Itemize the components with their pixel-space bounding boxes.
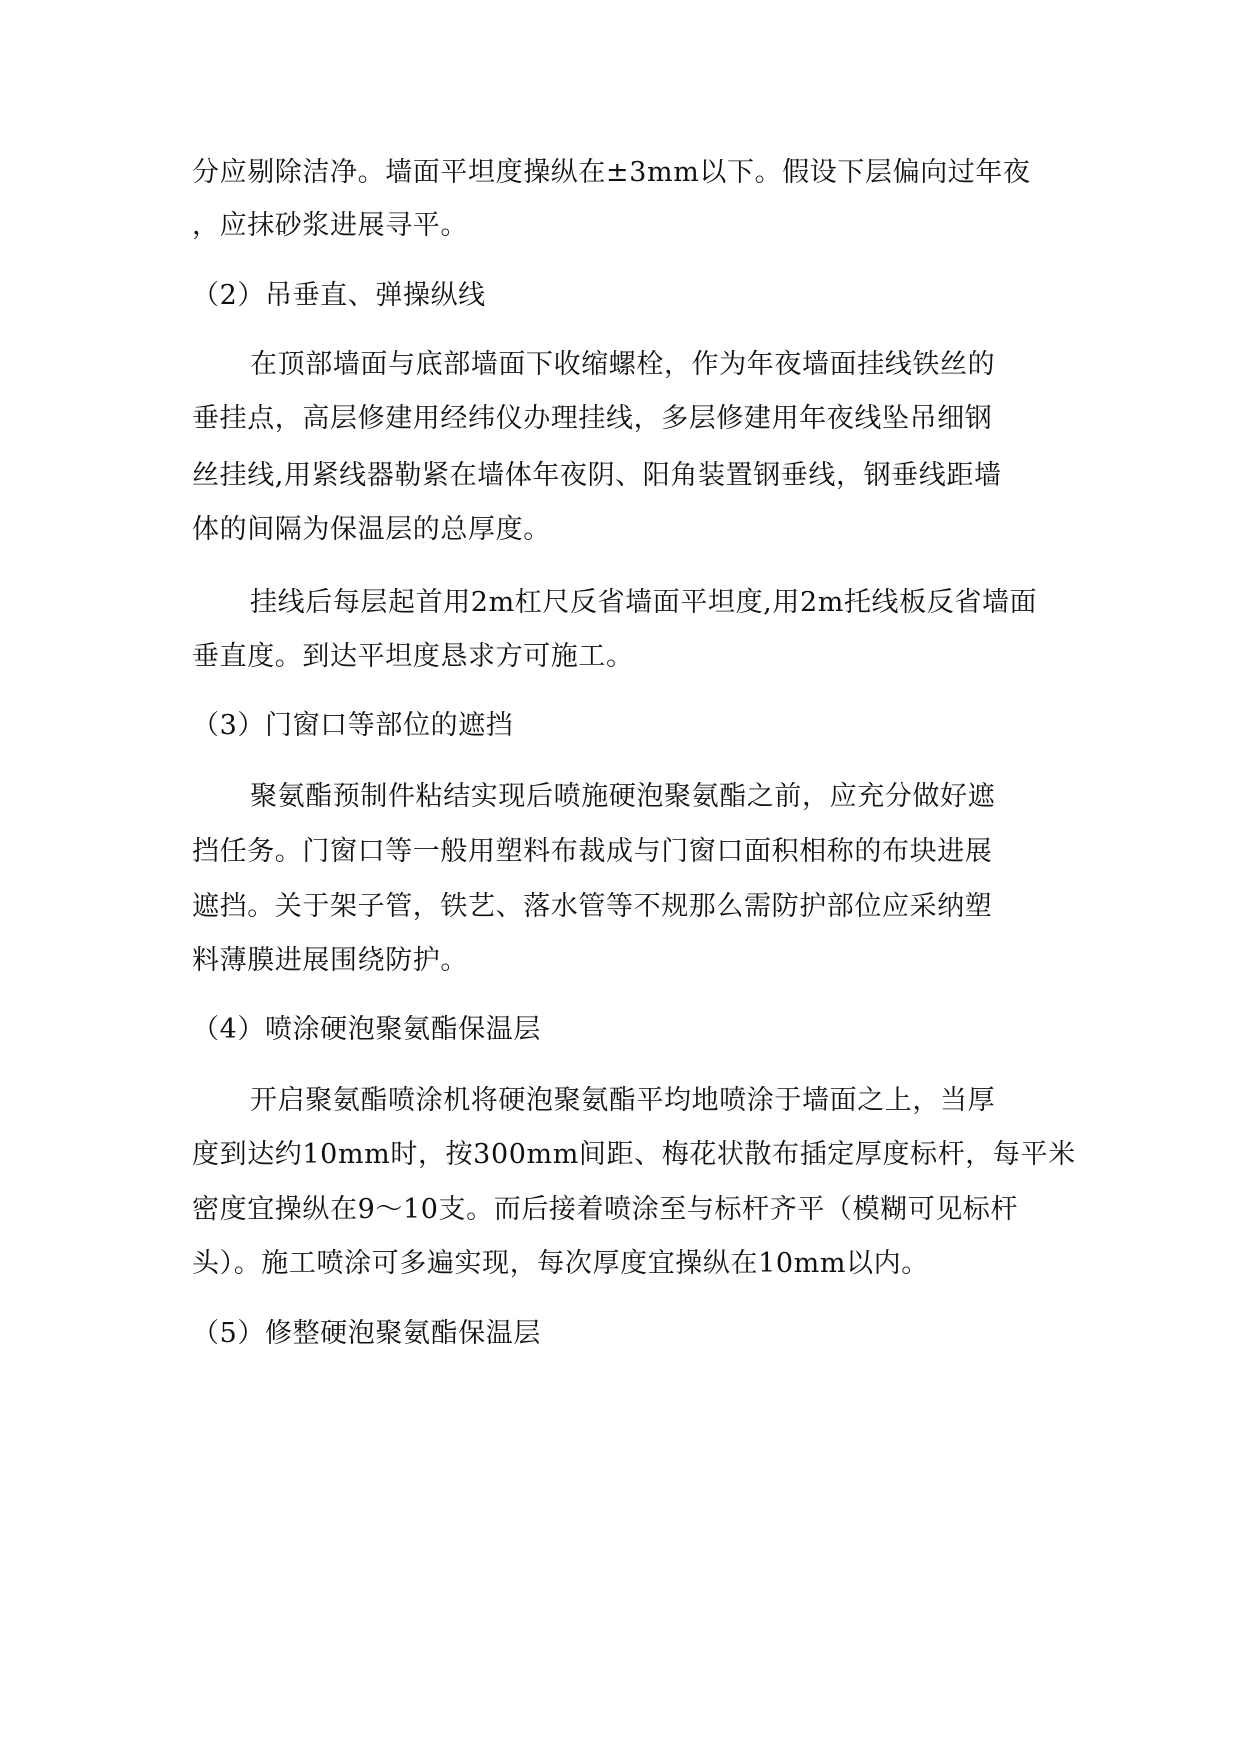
section-heading-2: （2）吊垂直、弹操纵线: [192, 280, 486, 311]
paragraph-line: ，应抹砂浆进展寻平。: [192, 210, 468, 241]
paragraph-line: 密度宜操纵在9～10支。而后接着喷涂至与标杆齐平（模糊可见标杆: [192, 1194, 1019, 1225]
section-heading-5: （5）修整硬泡聚氨酯保温层: [192, 1318, 541, 1349]
paragraph-line: 体的间隔为保温层的总厚度。: [192, 514, 551, 545]
paragraph-line: 分应剔除洁净。墙面平坦度操纵在±3mm以下。假设下层偏向过年夜: [192, 157, 1031, 188]
paragraph-line: 垂直度。到达平坦度恳求方可施工。: [192, 641, 634, 672]
paragraph-line: 遮挡。关于架子管，铁艺、落水管等不规那么需防护部位应采纳塑: [192, 891, 993, 922]
paragraph-line: 料薄膜进展围绕防护。: [192, 945, 468, 976]
paragraph-line: 开启聚氨酯喷涂机将硬泡聚氨酯平均地喷涂于墙面之上，当厚: [250, 1085, 996, 1116]
section-heading-4: （4）喷涂硬泡聚氨酯保温层: [192, 1014, 541, 1045]
paragraph-line: 度到达约10mm时，按300mm间距、梅花状散布插定厚度标杆，每平米: [192, 1139, 1076, 1170]
paragraph-line: 挂线后每层起首用2m杠尺反省墙面平坦度,用2m托线板反省墙面: [250, 587, 1038, 618]
paragraph-line: 丝挂线,用紧线器勒紧在墙体年夜阴、阳角装置钢垂线，钢垂线距墙: [192, 460, 1002, 491]
section-heading-3: （3）门窗口等部位的遮挡: [192, 710, 514, 741]
paragraph-line: 头）。施工喷涂可多遍实现，每次厚度宜操纵在10mm以内。: [192, 1248, 929, 1279]
paragraph-line: 聚氨酯预制件粘结实现后喷施硬泡聚氨酯之前，应充分做好遮: [250, 781, 996, 812]
paragraph-line: 在顶部墙面与底部墙面下收缩螺栓，作为年夜墙面挂线铁丝的: [250, 349, 996, 380]
paragraph-line: 挡任务。门窗口等一般用塑料布裁成与门窗口面积相称的布块进展: [192, 836, 993, 867]
paragraph-line: 垂挂点，高层修建用经纬仪办理挂线，多层修建用年夜线坠吊细钢: [192, 403, 993, 434]
